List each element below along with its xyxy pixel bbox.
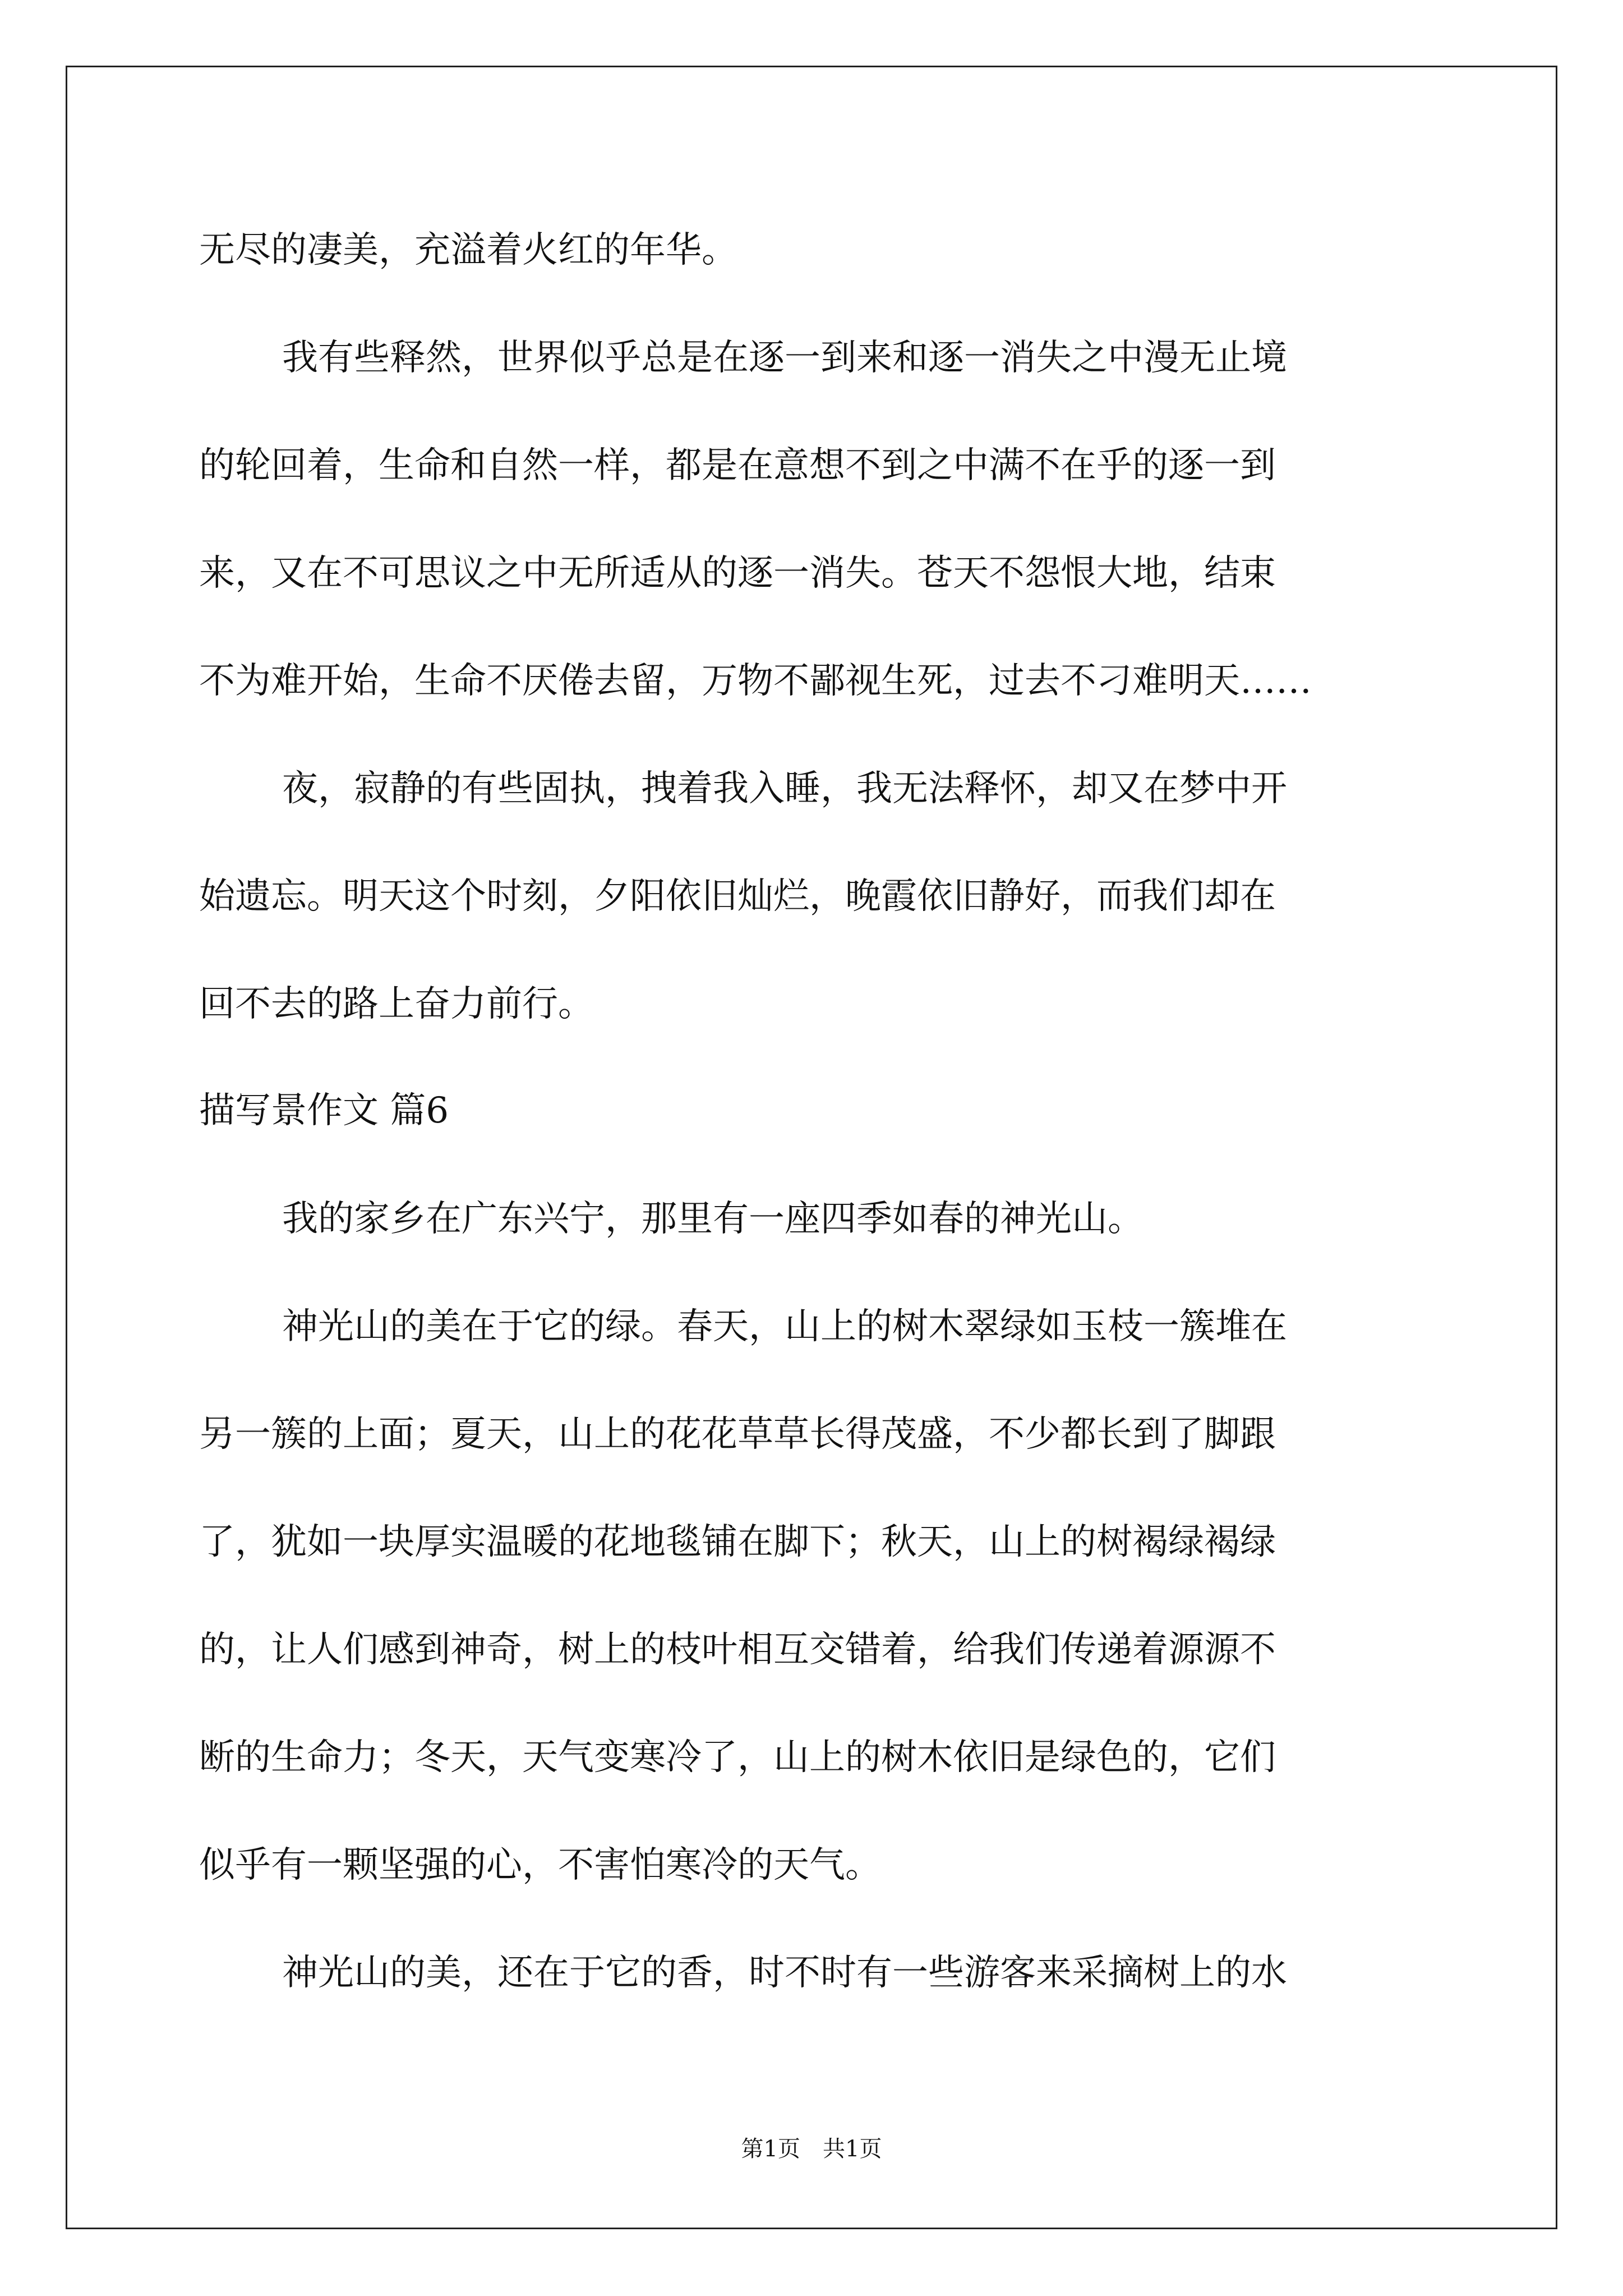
text-line-2: 我有些释然，世界似乎总是在逐一到来和逐一消失之中漫无止境 (282, 337, 1287, 379)
text-line-7: 始遗忘。明天这个时刻，夕阳依旧灿烂，晚霞依旧静好，而我们却在 (199, 876, 1276, 917)
text-line-12: 另一簇的上面；夏天，山上的花花草草长得茂盛，不少都长到了脚跟 (199, 1414, 1276, 1455)
text-line-11: 神光山的美在于它的绿。春天，山上的树木翠绿如玉枝一簇堆在 (282, 1306, 1287, 1347)
text-line-3: 的轮回着，生命和自然一样，都是在意想不到之中满不在乎的逐一到 (199, 445, 1276, 486)
text-line-5: 不为难开始，生命不厌倦去留，万物不鄙视生死，过去不刁难明天…… (199, 660, 1312, 702)
section-heading: 描写景作文 篇6 (199, 1090, 449, 1131)
page-border (66, 66, 1557, 2229)
text-line-10: 我的家乡在广东兴宁，那里有一座四季如春的神光山。 (282, 1198, 1144, 1240)
text-line-6: 夜，寂静的有些固执，拽着我入睡，我无法释怀，却又在梦中开 (282, 768, 1287, 809)
text-line-14: 的，让人们感到神奇，树上的枝叶相互交错着，给我们传递着源源不 (199, 1629, 1276, 1671)
text-line-4: 来，又在不可思议之中无所适从的逐一消失。苍天不怨恨大地，结束 (199, 553, 1276, 594)
text-line-15: 断的生命力；冬天，天气变寒冷了，山上的树木依旧是绿色的，它们 (199, 1737, 1276, 1778)
text-line-8: 回不去的路上奋力前行。 (199, 983, 594, 1025)
text-line-16: 似乎有一颗坚强的心，不害怕寒冷的天气。 (199, 1844, 881, 1886)
page-footer: 第1页 共1页 (741, 2136, 882, 2162)
text-line-1: 无尽的凄美，充溢着火红的年华。 (199, 229, 737, 271)
text-line-17: 神光山的美，还在于它的香，时不时有一些游客来采摘树上的水 (282, 1952, 1287, 1994)
text-line-13: 了，犹如一块厚实温暖的花地毯铺在脚下；秋天，山上的树褐绿褐绿 (199, 1521, 1276, 1563)
